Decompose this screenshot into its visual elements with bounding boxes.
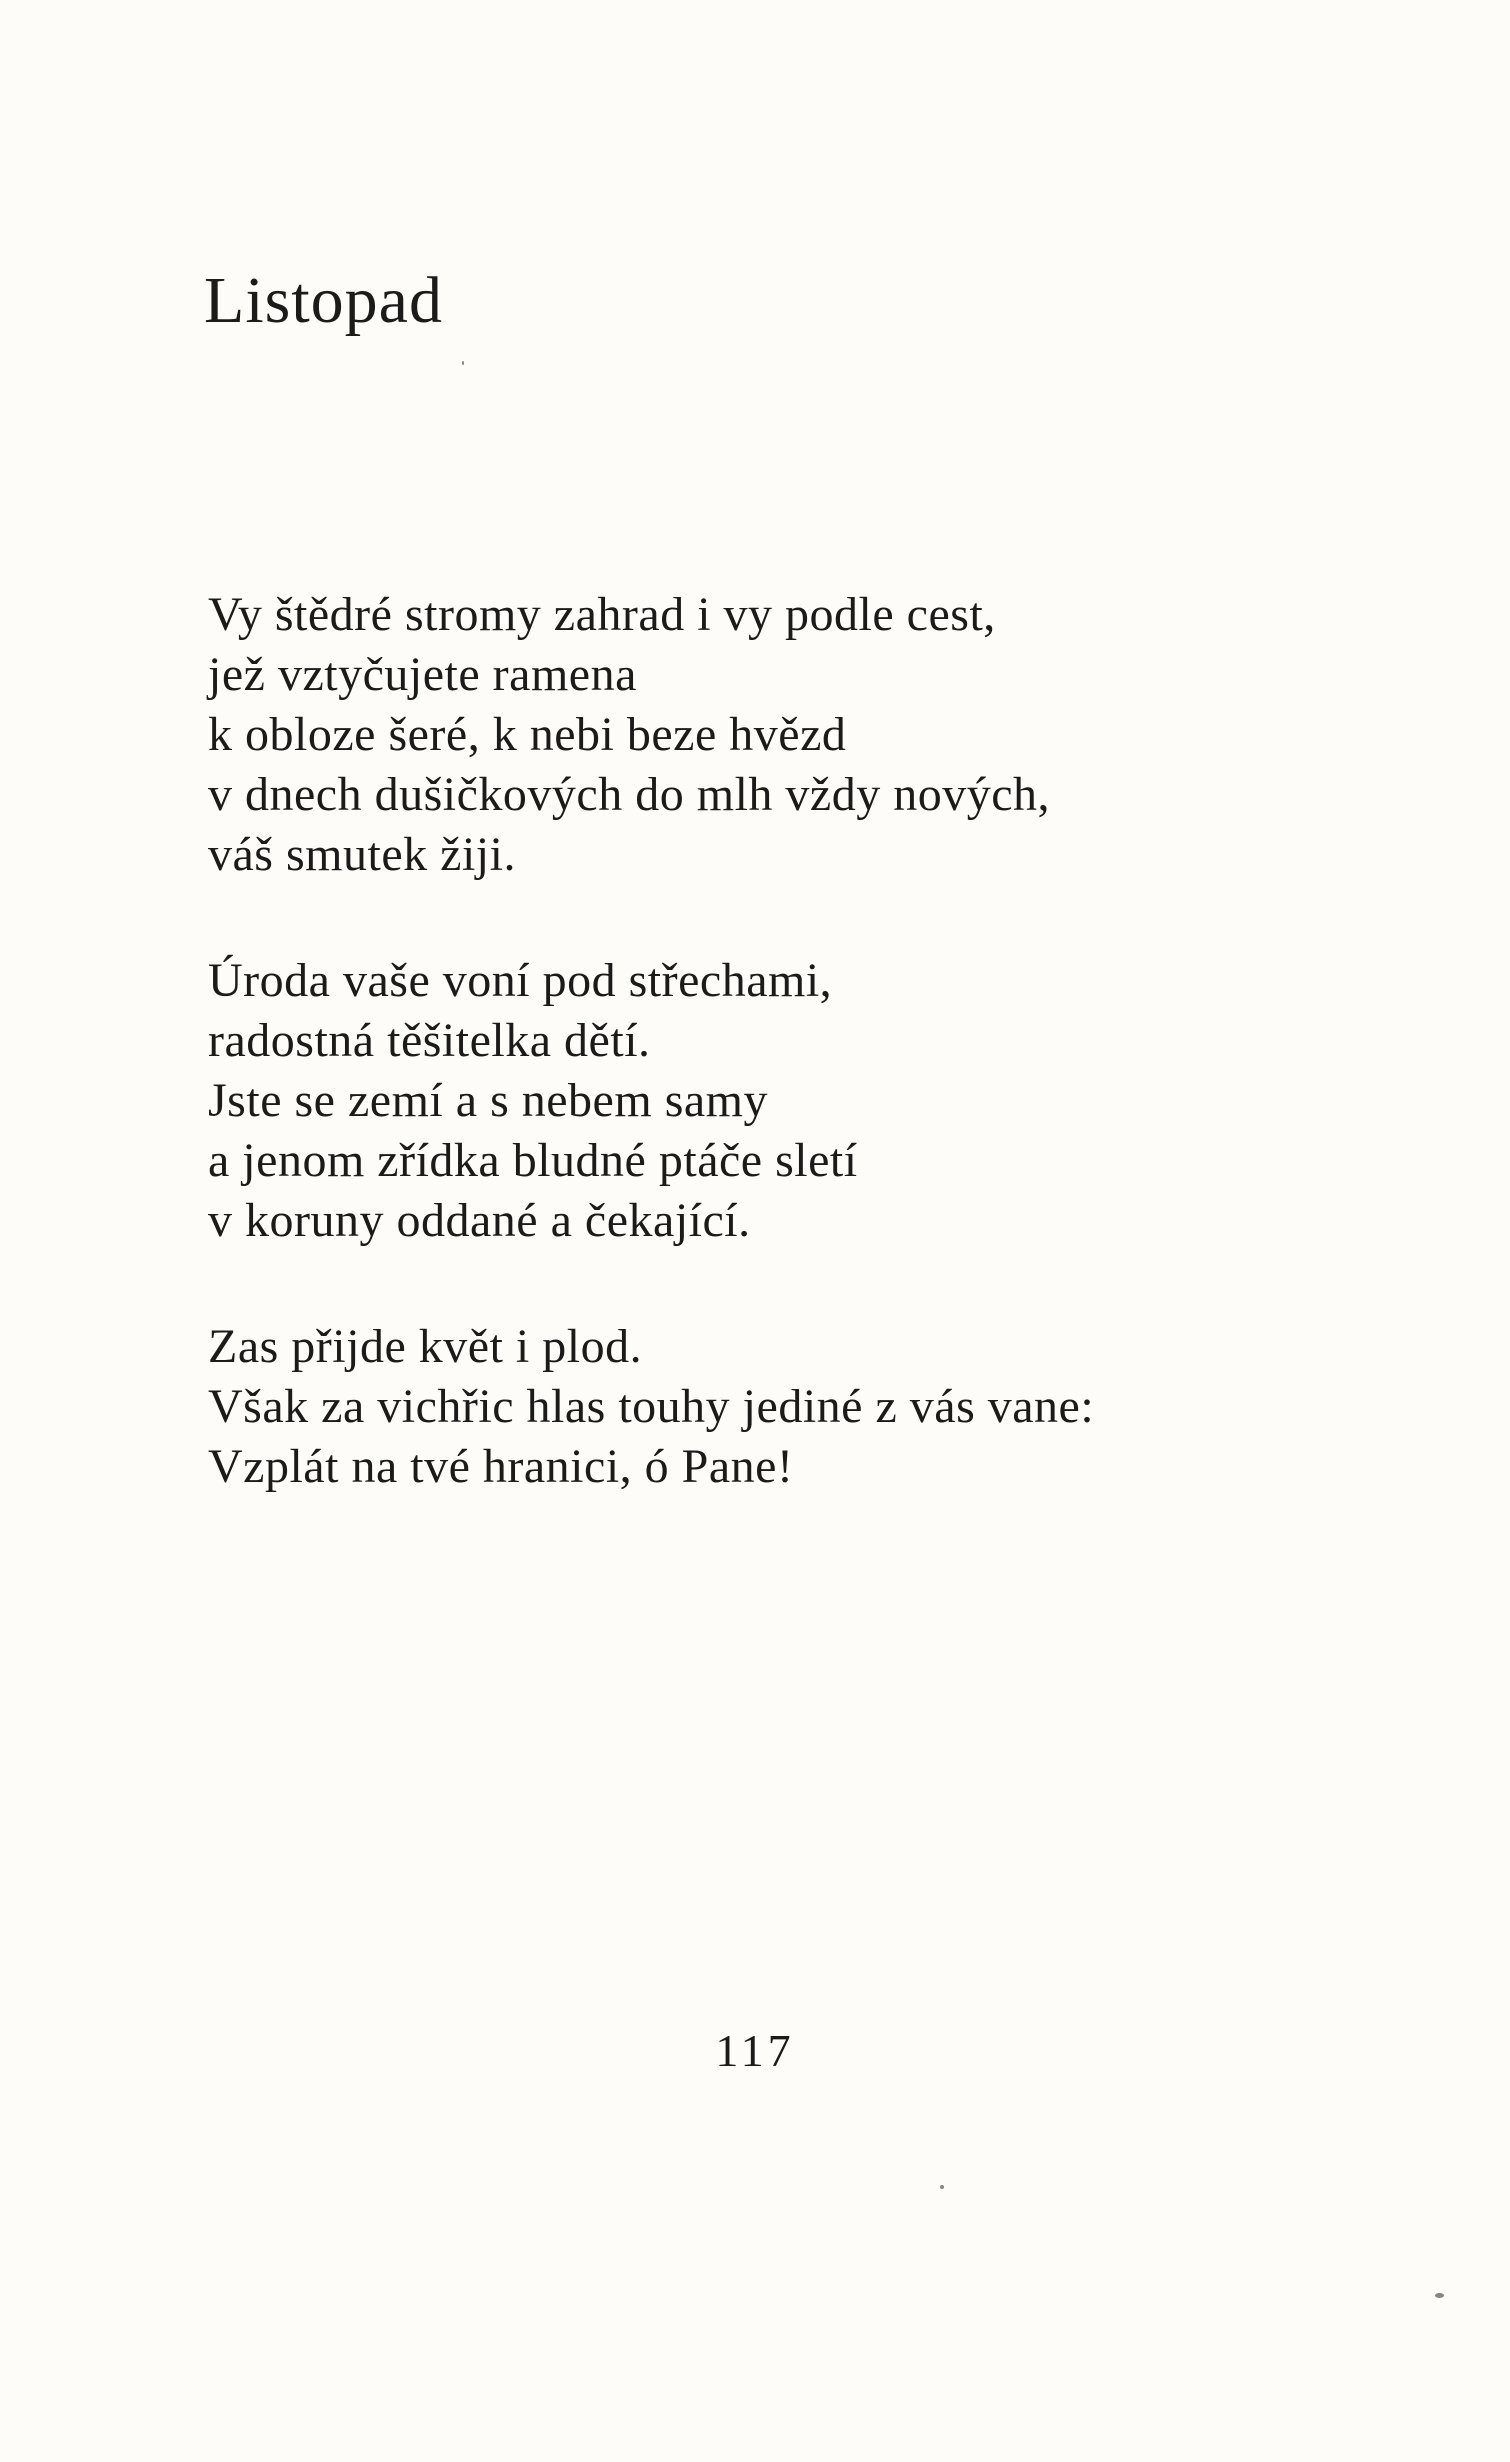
print-speck bbox=[462, 361, 464, 365]
poem-line: a jenom zřídka bludné ptáče sletí bbox=[208, 1134, 858, 1187]
poem-line: v koruny oddané a čekající. bbox=[208, 1194, 751, 1247]
poem-line: Jste se zemí a s nebem samy bbox=[208, 1074, 769, 1127]
print-speck bbox=[940, 2185, 944, 2189]
poem-line: Zas přijde květ i plod. bbox=[208, 1320, 643, 1373]
poem-line: jež vztyčujete ramena bbox=[208, 648, 637, 701]
poem-line: Úroda vaše voní pod střechami, bbox=[208, 954, 833, 1007]
page-number: 117 bbox=[715, 2025, 795, 2076]
stanza-2 bbox=[208, 951, 1468, 1251]
poem-line: radostná těšitelka dětí. bbox=[208, 1014, 651, 1067]
poem-line: v dnech dušičkových do mlh vždy nových, bbox=[208, 768, 1051, 821]
poem-title: Listopad bbox=[204, 264, 443, 337]
stanza-3 bbox=[208, 1317, 1468, 1497]
poem-line: Vy štědré stromy zahrad i vy podle cest, bbox=[208, 588, 996, 641]
poem-line: k obloze šeré, k nebi beze hvězd bbox=[208, 708, 847, 761]
poem-body bbox=[208, 585, 1468, 1563]
poem-line: Vzplát na tvé hranici, ó Pane! bbox=[208, 1440, 794, 1493]
poem-line: Však za vichřic hlas touhy jediné z vás vane: bbox=[208, 1380, 1095, 1433]
stanza-1 bbox=[208, 585, 1468, 885]
poem-line: váš smutek žiji. bbox=[208, 828, 516, 881]
print-speck bbox=[1435, 2293, 1444, 2298]
